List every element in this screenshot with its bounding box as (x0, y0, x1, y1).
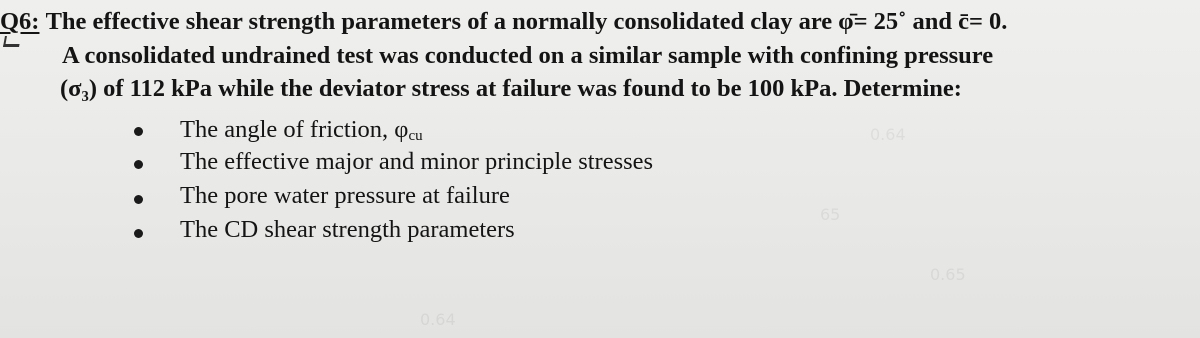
question-line-2 (62, 41, 993, 71)
question-text-line-3: (σ₃) of 112 kPa while the deviator stress at failure was found to be 100 kPa. Determine: (60, 75, 962, 102)
bullet-icon (134, 127, 143, 136)
bleed-through-mark: 0.64 (420, 310, 456, 329)
list-item-subscript: cu (408, 128, 423, 144)
bleed-through-mark: 65 (820, 205, 841, 224)
list-item-text: The effective major and minor principle stresses (180, 148, 654, 175)
question-number: Q6: (0, 8, 40, 35)
list-item-text: The pore water pressure at failure (180, 182, 510, 209)
list-item-text: The angle of friction, φ (180, 116, 409, 143)
margin-mark (3, 36, 21, 47)
bullet-icon (134, 160, 143, 169)
bullet-icon (134, 195, 143, 204)
list-item-text: The CD shear strength parameters (180, 216, 515, 243)
bleed-through-mark: 0.64 (870, 125, 906, 144)
question-text-line-1: The effective shear strength parameters of a normally consolidated clay are φ̄= 25˚ and c̄= 0. (45, 8, 1008, 35)
bleed-through-mark: 0.65 (930, 265, 966, 284)
bullet-icon (134, 229, 143, 238)
question-line-1 (0, 7, 1007, 37)
question-line-3 (60, 74, 962, 104)
question-text-line-2: A consolidated undrained test was conducted on a similar sample with confining pressure (62, 42, 994, 69)
